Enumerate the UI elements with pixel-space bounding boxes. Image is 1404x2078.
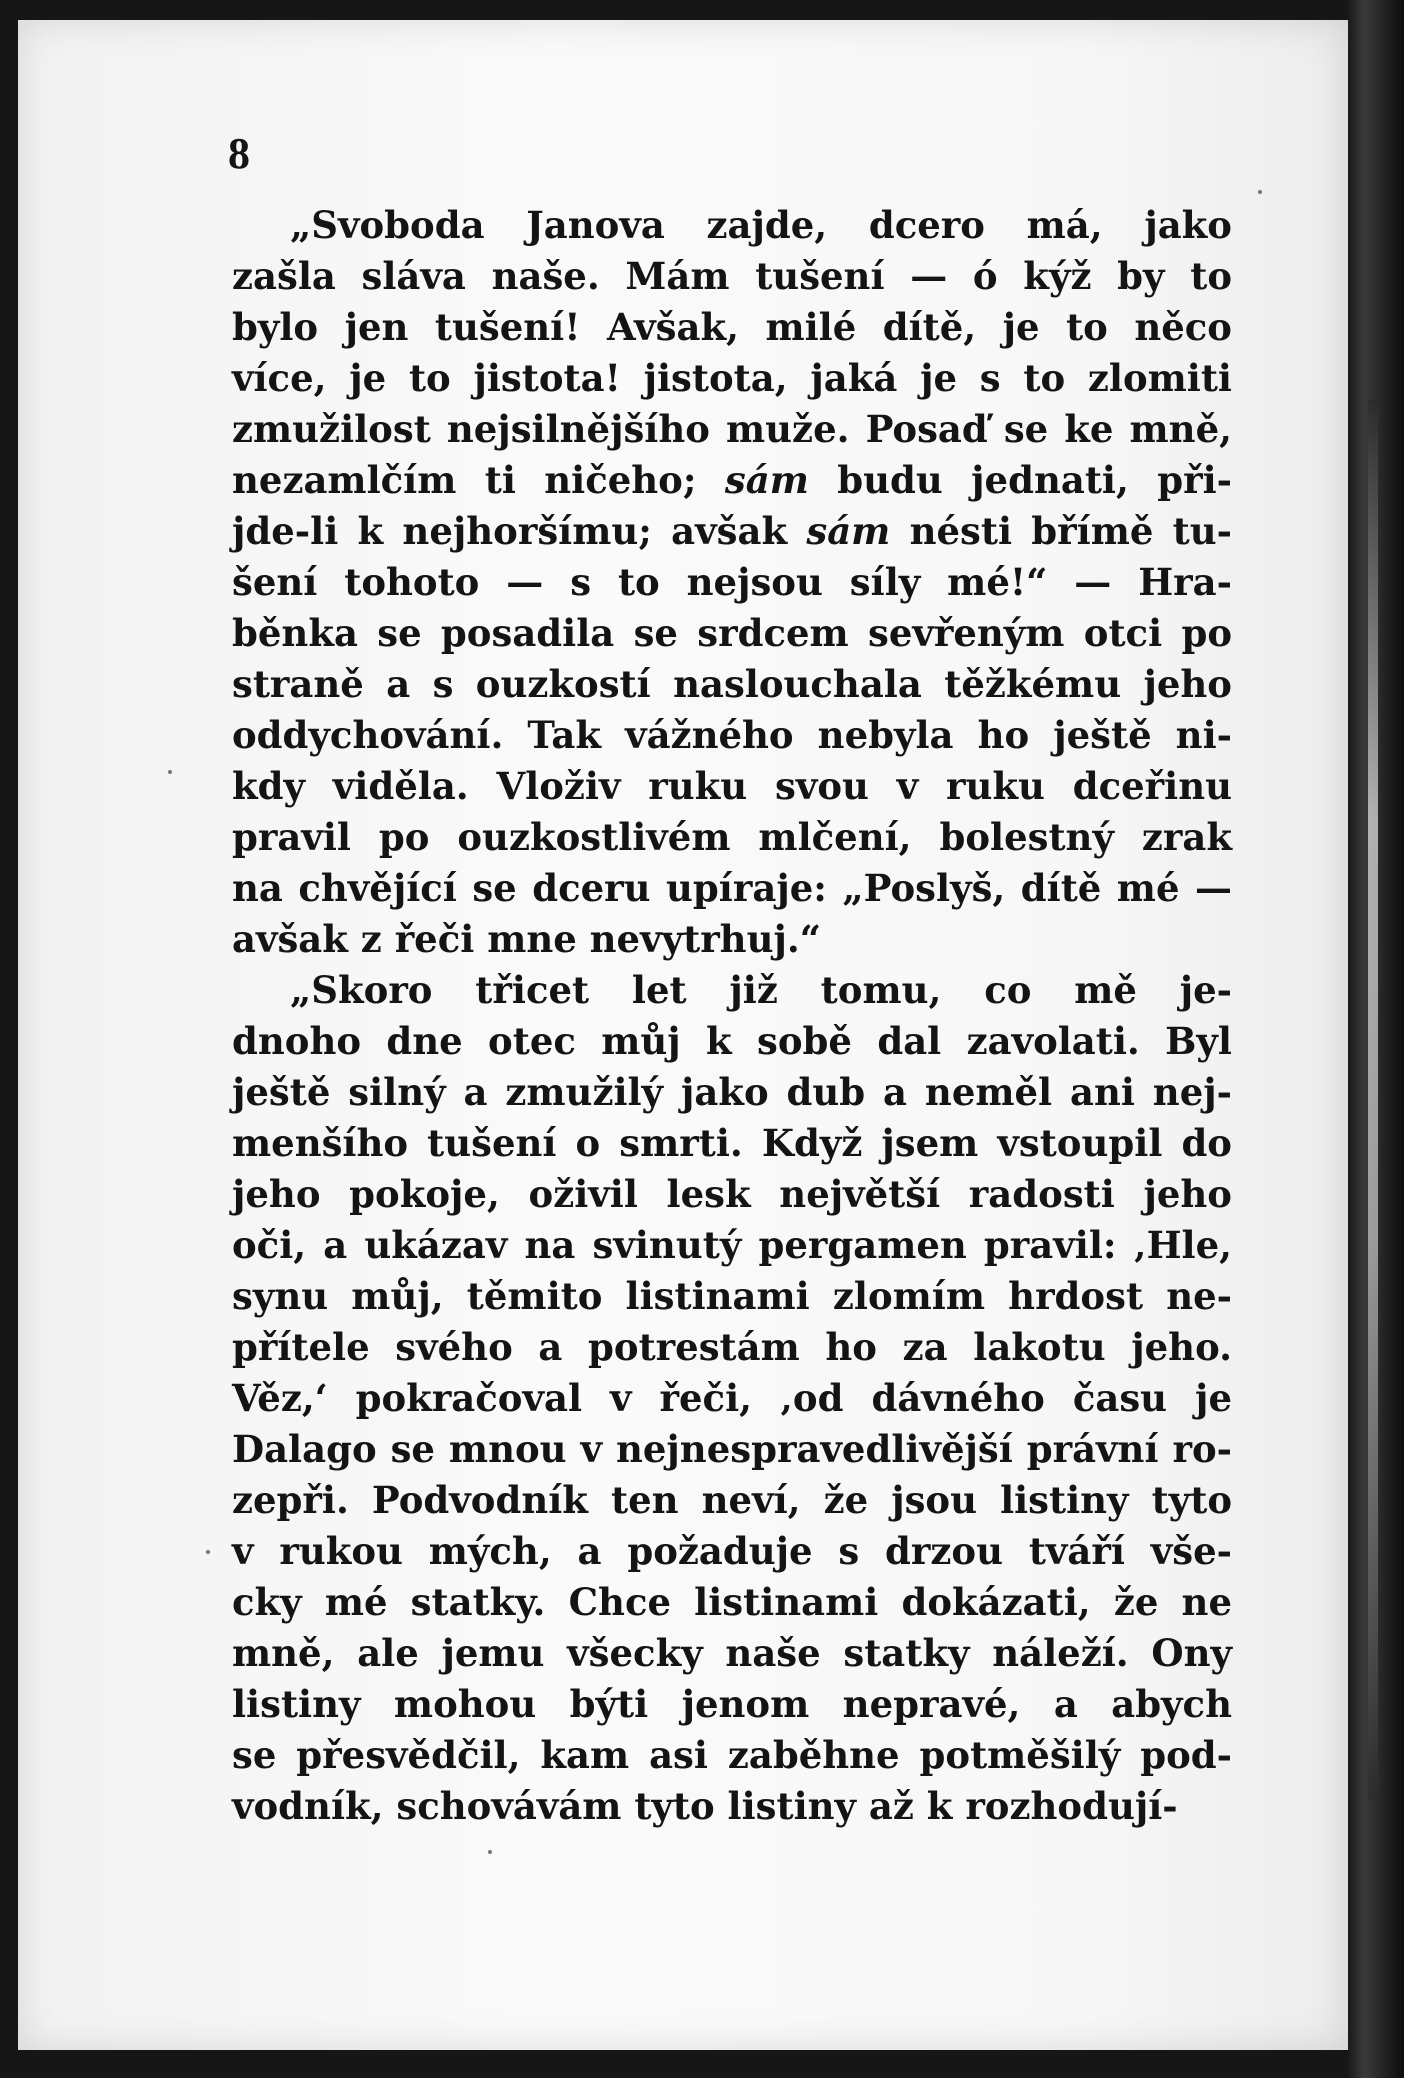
text-segment: budu jednati, při- xyxy=(808,458,1232,502)
body-text xyxy=(232,200,1232,1832)
paper-speck xyxy=(488,1850,492,1854)
text-line: Dalago se mnou v nejnespravedlivější právní ro- xyxy=(232,1427,1232,1471)
text-line: pravil po ouzkostlivém mlčení, bolestný zrak xyxy=(232,815,1232,859)
text-line: na chvějící se dceru upíraje: „Poslyš, dítě mé — xyxy=(232,866,1232,910)
text-line: kdy viděla. Vloživ ruku svou v ruku dceřinu xyxy=(232,764,1232,808)
paper-speck xyxy=(206,1550,210,1554)
text-line: oddychování. Tak vážného nebyla ho ještě ni- xyxy=(232,713,1232,757)
spine-highlight xyxy=(1368,400,1378,1800)
text-line: cky mé statky. Chce listinami dokázati, že ne xyxy=(232,1580,1232,1624)
text-line: mně, ale jemu všecky naše statky náleží. Ony xyxy=(232,1631,1232,1675)
text-line: přítele svého a potrestám ho za lakotu jeho. xyxy=(232,1325,1232,1369)
text-line: bylo jen tušení! Avšak, milé dítě, je to něco xyxy=(232,305,1232,349)
text-line xyxy=(232,506,1232,557)
text-line: zmužilost nejsilnějšího muže. Posaď se ke mně, xyxy=(232,407,1232,451)
paper-speck xyxy=(1258,190,1262,194)
text-line: „Svoboda Janova zajde, dcero má, jako xyxy=(290,203,1232,247)
text-line: straně a s ouzkostí naslouchala těžkému jeho xyxy=(232,662,1232,706)
text-line: v rukou mých, a požaduje s drzou tváří vše- xyxy=(232,1529,1232,1573)
text-segment: nésti břímě tu- xyxy=(890,509,1232,553)
text-line: běnka se posadila se srdcem sevřeným otci po xyxy=(232,611,1232,655)
text-line: „Skoro třicet let již tomu, co mě je- xyxy=(290,968,1232,1012)
book-spine-edge xyxy=(1348,0,1404,2078)
text-line: více, je to jistota! jistota, jaká je s to zlomiti xyxy=(232,356,1232,400)
text-line: jeho pokoje, oživil lesk největší radosti jeho xyxy=(232,1172,1232,1216)
emphasized-word: sám xyxy=(724,458,809,502)
text-line: avšak z řeči mne nevytrhuj.“ xyxy=(232,917,822,961)
text-line: dnoho dne otec můj k sobě dal zavolati. Byl xyxy=(232,1019,1232,1063)
emphasized-word: sám xyxy=(806,509,891,553)
text-segment: jde-li k nejhoršímu; avšak xyxy=(232,509,807,553)
text-segment: nezamlčím ti ničeho; xyxy=(232,458,725,502)
text-line: zepři. Podvodník ten neví, že jsou listiny tyto xyxy=(232,1478,1232,1522)
text-line: se přesvědčil, kam asi zaběhne potměšilý pod- xyxy=(232,1733,1232,1777)
text-line: šení tohoto — s to nejsou síly mé!“ — Hra- xyxy=(232,560,1232,604)
text-line: vodník, schovávám tyto listiny až k rozhodují- xyxy=(232,1784,1178,1828)
text-line: zašla sláva naše. Mám tušení — ó kýž by to xyxy=(232,254,1232,298)
text-line: ještě silný a zmužilý jako dub a neměl ani nej- xyxy=(232,1070,1232,1114)
text-line: synu můj, těmito listinami zlomím hrdost ne- xyxy=(232,1274,1232,1318)
text-line xyxy=(232,455,1232,506)
text-line: oči, a ukázav na svinutý pergamen pravil: ‚Hle, xyxy=(232,1223,1232,1267)
paper-speck xyxy=(168,770,172,774)
text-line: listiny mohou býti jenom nepravé, a abych xyxy=(232,1682,1232,1726)
text-line: Věz,‘ pokračoval v řeči, ‚od dávného času je xyxy=(232,1376,1232,1420)
page-number: 8 xyxy=(228,129,250,178)
text-line: menšího tušení o smrti. Když jsem vstoupil do xyxy=(232,1121,1232,1165)
